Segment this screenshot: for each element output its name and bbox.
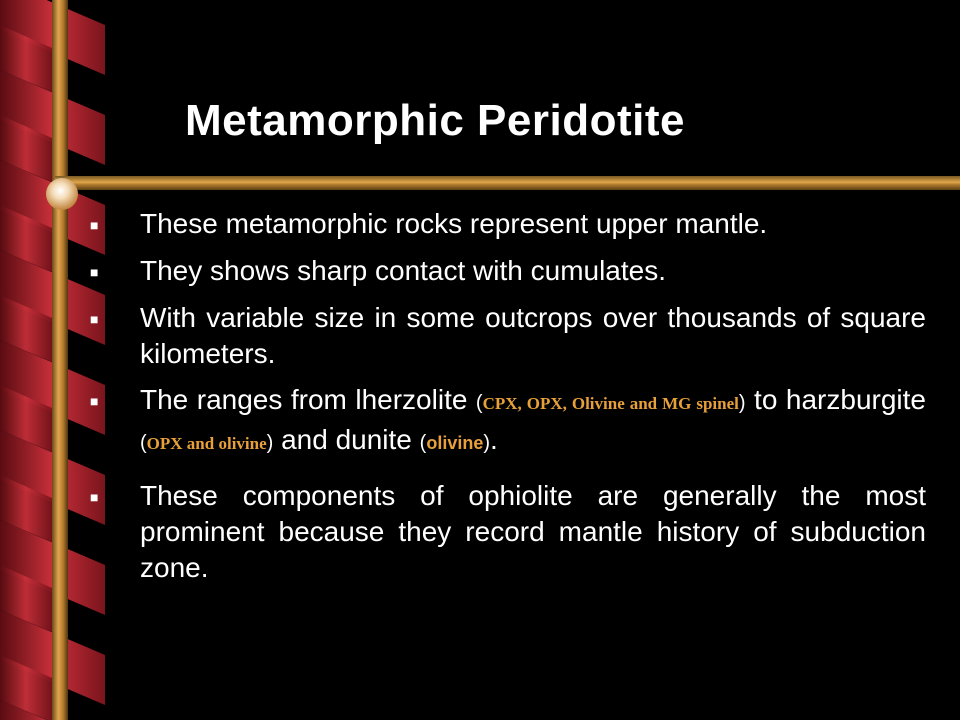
bullet-list (90, 206, 926, 596)
decorative-gold-rod (55, 176, 960, 190)
bullet-text: These metamorphic rocks represent upper mantle. (140, 208, 768, 239)
bullet-item (90, 382, 926, 462)
glow-knob (46, 178, 78, 210)
square-bullet-icon: ■ (90, 264, 99, 280)
square-bullet-icon: ■ (90, 393, 99, 409)
bullet-text: These components of ophiolite are generally the most prominent because they record mantle history of subduction zone. (140, 480, 926, 583)
bullet-item (90, 300, 926, 372)
slide-title: Metamorphic Peridotite (185, 96, 685, 145)
square-bullet-icon: ■ (90, 489, 99, 505)
square-bullet-icon: ■ (90, 217, 99, 233)
bullet-item (90, 206, 926, 243)
bullet-text: They shows sharp contact with cumulates. (140, 255, 667, 286)
bullet-text: With variable size in some outcrops over thousands of square kilometers. (140, 302, 926, 369)
bullet-text: The ranges from lherzolite (CPX, OPX, Olivine and MG spinel) to harzburgite (OPX and olivine) and dunite (olivine). (140, 384, 926, 455)
bullet-text-part: . (490, 424, 498, 455)
mineral-note: CPX, OPX, Olivine and MG spinel (482, 394, 739, 413)
bullet-item (90, 253, 926, 290)
square-bullet-icon: ■ (90, 311, 99, 327)
bullet-text-part: to harzburgite (745, 384, 926, 415)
bullet-item (90, 478, 926, 586)
bullet-text-part: and dunite (273, 424, 420, 455)
bullet-text-part: The ranges from lherzolite (140, 384, 476, 415)
mineral-note: OPX and olivine (146, 434, 267, 453)
mineral-note: olivine (426, 433, 484, 453)
